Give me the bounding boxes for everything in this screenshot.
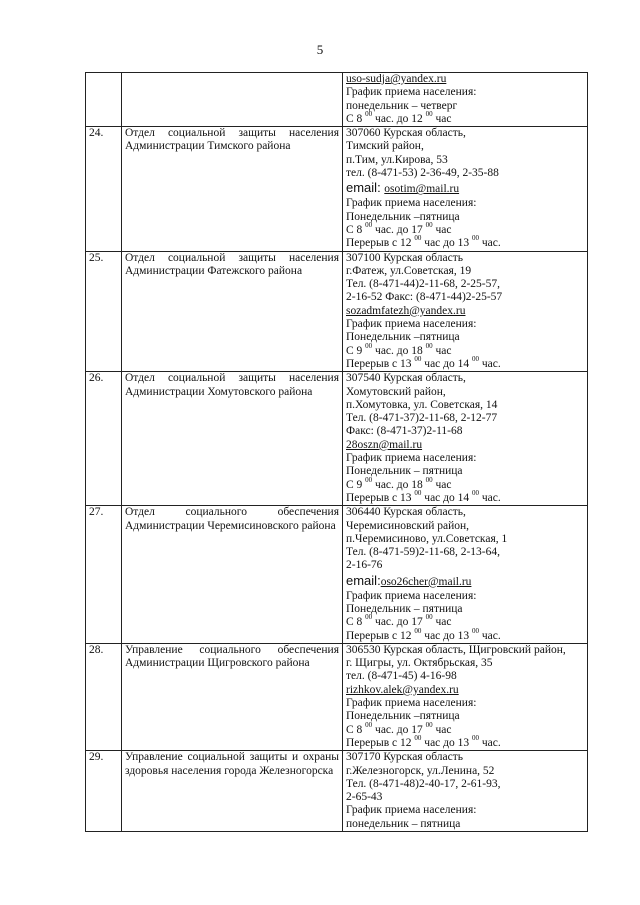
email-line[interactable]: email: osotim@mail.ru <box>346 180 460 196</box>
department-contacts <box>343 127 588 251</box>
department-name <box>122 643 343 750</box>
contact-line: График приема населения: <box>346 452 477 465</box>
contact-line: Факс: (8-471-37)2-11-68 <box>346 425 463 438</box>
schedule-line: С 8 $^{00}$ час. до 12 $^{00}$ час <box>346 110 452 125</box>
schedule-line: Перерыв с 13 $^{00}$ час до 14 $^{00}$ час. <box>346 489 501 504</box>
department-name <box>122 751 343 832</box>
email-link[interactable]: sozadmfatezh@yandex.ru <box>346 304 466 317</box>
contact-line: График приема населения: <box>346 318 477 331</box>
department-contacts <box>343 643 588 750</box>
department-name <box>122 372 343 506</box>
table-row <box>86 127 588 251</box>
contact-line: 307170 Курская область <box>346 751 463 764</box>
contact-line: 2-65-43 <box>346 791 383 804</box>
department-contacts <box>343 372 588 506</box>
row-number <box>86 73 122 127</box>
contact-line: понедельник – четверг <box>346 99 458 112</box>
row-number: 26. <box>86 372 122 506</box>
contact-line: Тимский район, <box>346 140 424 153</box>
contact-line: Тел. (8-471-59)2-11-68, 2-13-64, <box>346 546 501 559</box>
department-name <box>122 127 343 251</box>
row-number: 27. <box>86 506 122 644</box>
contact-line: Понедельник –пятница <box>346 210 460 223</box>
page-number: 5 <box>316 42 324 57</box>
department-name-text: Управление социальной защиты и охраны здоровья населения города Железногорска <box>125 751 339 777</box>
contact-line: График приема населения: <box>346 804 477 817</box>
department-contacts <box>343 506 588 644</box>
contact-line: 307540 Курская область, <box>346 372 466 385</box>
department-contacts <box>343 251 588 372</box>
contact-line: Понедельник –пятница <box>346 331 460 344</box>
row-number: 24. <box>86 127 122 251</box>
contact-line: Понедельник – пятница <box>346 465 463 478</box>
email-link[interactable]: uso-sudja@yandex.ru <box>346 73 447 85</box>
contact-line: График приема населения: <box>346 197 477 210</box>
row-number: 25. <box>86 251 122 372</box>
schedule-line: Перерыв с 12 $^{00}$ час до 13 $^{00}$ час. <box>346 234 501 250</box>
email-link[interactable]: rizhkov.alek@yandex.ru <box>346 683 459 696</box>
table-row <box>86 506 588 644</box>
department-name-text: Управление социального обеспечения Администрации Щигровского района <box>125 643 339 670</box>
department-name <box>122 506 343 644</box>
contact-line: 307060 Курская область, <box>346 127 466 140</box>
department-name-text: Отдел социальной защиты населения Администрации Хомутовского района <box>125 372 339 398</box>
contact-line: г.Железногорск, ул.Ленина, 52 <box>346 764 495 777</box>
schedule-line: Перерыв с 13 $^{00}$ час до 14 $^{00}$ час. <box>346 355 501 370</box>
department-name-text: Отдел социальной защиты населения Администрации Фатежского района <box>125 251 339 277</box>
departments-table <box>85 72 588 832</box>
contact-line: 2-16-52 Факс: (8-471-44)2-25-57 <box>346 291 503 304</box>
department-contacts <box>343 73 588 127</box>
contact-line: тел. (8-471-53) 2-36-49, 2-35-88 <box>346 167 499 180</box>
email-link[interactable]: 28oszn@mail.ru <box>346 438 423 451</box>
contact-line: Хомутовский район, <box>346 385 446 398</box>
contact-line: г.Фатеж, ул.Советская, 19 <box>346 264 472 277</box>
table-row <box>86 251 588 372</box>
contact-line: График приема населения: <box>346 589 477 602</box>
contact-line: Понедельник – пятница <box>346 602 463 615</box>
contact-line: 2-16-76 <box>346 559 383 572</box>
schedule-line: Перерыв с 12 $^{00}$ час до 13 $^{00}$ час. <box>346 734 501 749</box>
contact-line: Тел. (8-471-48)2-40-17, 2-61-93, <box>346 777 501 790</box>
contact-line: г. Щигры, ул. Октябрьская, 35 <box>346 657 493 670</box>
contact-line: 306530 Курская область, Щигровский район, <box>346 643 566 656</box>
contact-line: тел. (8-471-45) 4-16-98 <box>346 670 457 683</box>
department-name <box>122 251 343 372</box>
department-name <box>122 73 343 127</box>
contact-line: п.Тим, ул.Кирова, 53 <box>346 153 448 166</box>
table-row <box>86 73 588 127</box>
department-name-text: Отдел социального обеспечения Администрации Черемисиновского района <box>125 506 339 532</box>
schedule-line: Перерыв с 12 $^{00}$ час до 13 $^{00}$ час. <box>346 626 501 642</box>
email-line[interactable]: email:oso26cher@mail.ru <box>346 572 472 588</box>
contact-line: понедельник – пятница <box>346 817 461 830</box>
table-row <box>86 372 588 506</box>
row-number: 29. <box>86 751 122 832</box>
table-row <box>86 751 588 832</box>
schedule-line: С 8 $^{00}$ час. до 17 $^{00}$ час <box>346 613 452 629</box>
contact-line: 307100 Курская область <box>346 251 463 264</box>
schedule-line: С 8 $^{00}$ час. до 17 $^{00}$ час <box>346 720 452 736</box>
contact-line: Понедельник –пятница <box>346 710 460 723</box>
table-row <box>86 643 588 750</box>
contact-line: п.Черемисиново, ул.Советская, 1 <box>346 532 508 545</box>
department-name-text: Отдел социальной защиты населения Администрации Тимского района <box>125 127 339 153</box>
contact-line: Тел. (8-471-44)2-11-68, 2-25-57, <box>346 278 501 291</box>
row-number: 28. <box>86 643 122 750</box>
contact-line: п.Хомутовка, ул. Советская, 14 <box>346 398 498 411</box>
department-contacts <box>343 751 588 832</box>
schedule-line: С 8 $^{00}$ час. до 17 $^{00}$ час <box>346 221 452 236</box>
schedule-line: С 9 $^{00}$ час. до 18 $^{00}$ час <box>346 475 452 491</box>
contact-line: График приема населения: <box>346 86 477 99</box>
schedule-line: С 9 $^{00}$ час. до 18 $^{00}$ час <box>346 341 452 357</box>
contact-line: Тел. (8-471-37)2-11-68, 2-12-77 <box>346 412 498 425</box>
contact-line: 306440 Курская область, <box>346 506 466 519</box>
contact-line: Черемисиновский район, <box>346 519 470 532</box>
contact-line: График приема населения: <box>346 697 477 710</box>
